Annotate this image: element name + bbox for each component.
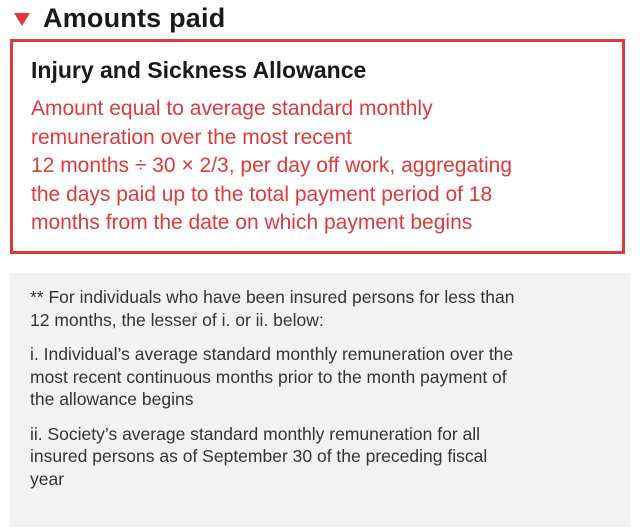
note-line: ii. Society’s average standard monthly remuneration for all [30,423,481,444]
notes-box [10,273,630,527]
allowance-line: remuneration over the most recent [31,125,352,149]
note-line: year [30,468,65,489]
note-line: the allowance begins [30,389,194,409]
allowance-box [10,39,625,254]
allowance-line: Amount equal to average standard monthly [31,97,433,120]
allowance-title: Injury and Sickness Allowance [31,57,367,83]
section-header [14,2,225,34]
note-eligibility [30,286,612,331]
allowance-line: 12 months ÷ 30 × 2/3, per day off work, aggregating [31,154,513,177]
note-line: insured persons as of September 30 of the preceding fiscal [30,446,488,466]
note-line: 12 months, the lesser of i. or ii. below: [30,309,324,330]
triangle-down-icon [14,13,30,26]
section-title: Amounts paid [43,2,226,33]
allowance-description [31,95,604,238]
note-option-i [30,343,612,411]
note-line: most recent continuous months prior to the month payment of [30,366,507,387]
note-line: i. Individual’s average standard monthly remuneration over the [30,344,514,364]
allowance-line: months from the date on which payment begins [31,211,473,234]
allowance-line: the days paid up to the total payment period of 18 [31,182,493,206]
note-option-ii [30,423,612,491]
note-line: ** For individuals who have been insured persons for less than [30,287,515,307]
